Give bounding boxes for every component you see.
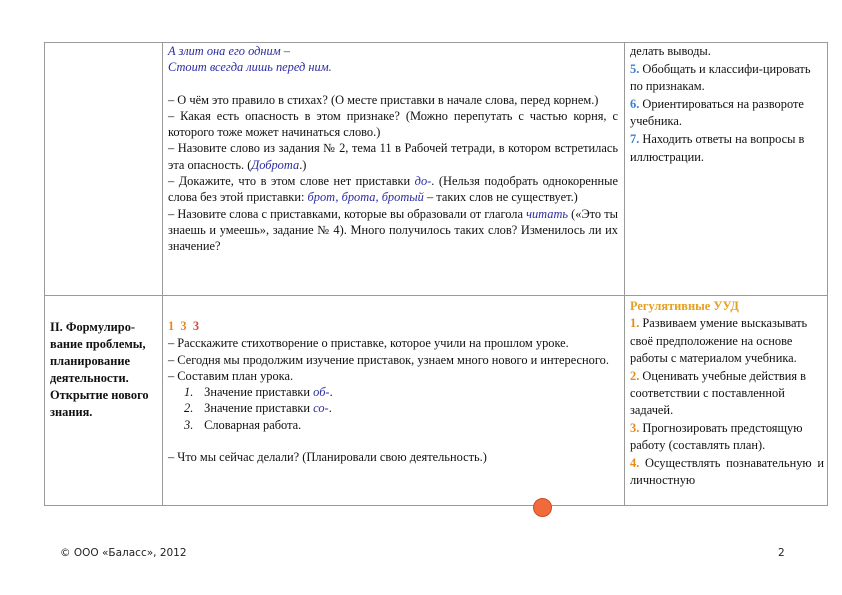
question-2: – Какая есть опасность в этом признаке? (Можно перепутать с частью корня, с которого тоже может начинаться слово.): [168, 108, 618, 140]
question-3: – Назовите слово из задания № 2, тема 11 в Рабочей тетради, в котором встретилась эта опасность. (Доброта.): [168, 141, 618, 172]
col-divider-1: [44, 42, 45, 506]
col-divider-4: [827, 42, 828, 506]
list-item: 3. Словарная работа.: [184, 417, 302, 432]
question-1: – О чём это правило в стихах? (О месте приставки в начале слова, перед корнем.): [168, 92, 599, 107]
page-marker-dot: [533, 498, 552, 517]
stage-title: II. Формулиро-вание проблемы, планирование деятельности. Открытие нового знания.: [50, 320, 149, 419]
uud-item-3: 3. Прогнозировать предстоящую работу (составлять план).: [630, 420, 803, 453]
poem-line-2: Стоит всегда лишь перед ним.: [168, 60, 332, 75]
line-b: – Сегодня мы продолжим изучение приставок, узнаем много нового и интересного.: [168, 352, 609, 367]
skill-item-5: 5. Обобщать и классифи-цировать по признакам.: [630, 61, 811, 94]
row2-middle-cell: [168, 318, 618, 465]
lesson-table: [44, 42, 828, 506]
line-a: – Расскажите стихотворение о приставке, которое учили на прошлом уроке.: [168, 336, 569, 351]
uud-item-4: 4. Осуществлять познавательную и личностную: [630, 455, 824, 488]
poem-line-1: А злит она его одним –: [168, 44, 290, 58]
skill-item-6: 6. Ориентироваться на развороте учебника.: [630, 96, 804, 129]
right-line-0: делать выводы.: [630, 44, 711, 58]
col-divider-3: [624, 42, 625, 506]
uud-heading: Регулятивные УУД: [630, 299, 739, 313]
row2-right-cell: [630, 298, 824, 489]
list-item: 1. Значение приставки об-.: [184, 385, 333, 400]
last-question: – Что мы сейчас делали? (Планировали свою деятельность.): [168, 450, 487, 465]
row1-right-cell: [630, 43, 822, 166]
line-c: – Составим план урока.: [168, 368, 294, 383]
footer-copyright: © ООО «Баласс», 2012: [60, 547, 187, 559]
lesson-markers: 1 3 3: [168, 319, 200, 333]
uud-item-1: 1. Развиваем умение высказывать своё предположение на основе работы с материалом учебника.: [630, 316, 808, 366]
question-5: – Назовите слова с приставками, которые вы образовали от глагола читать («Это ты знаешь и умеешь», задание № 4). Много получилось таких слов? Изменилось ли их значение?: [168, 206, 618, 254]
skill-item-7: 7. Находить ответы на вопросы в иллюстрации.: [630, 131, 805, 164]
question-4: – Докажите, что в этом слове нет приставки до-. (Нельзя подобрать однокоренные слова без этой приставки: брот, брота, бротый – таких слов не существует.): [168, 174, 618, 205]
row1-middle-cell: [168, 43, 618, 255]
list-item: 2. Значение приставки со-.: [184, 401, 332, 416]
footer-page-number: 2: [778, 547, 785, 559]
lesson-plan-list: [168, 384, 618, 433]
uud-item-2: 2. Оценивать учебные действия в соответствии с поставленной задачей.: [630, 368, 807, 418]
col-divider-2: [162, 42, 163, 506]
